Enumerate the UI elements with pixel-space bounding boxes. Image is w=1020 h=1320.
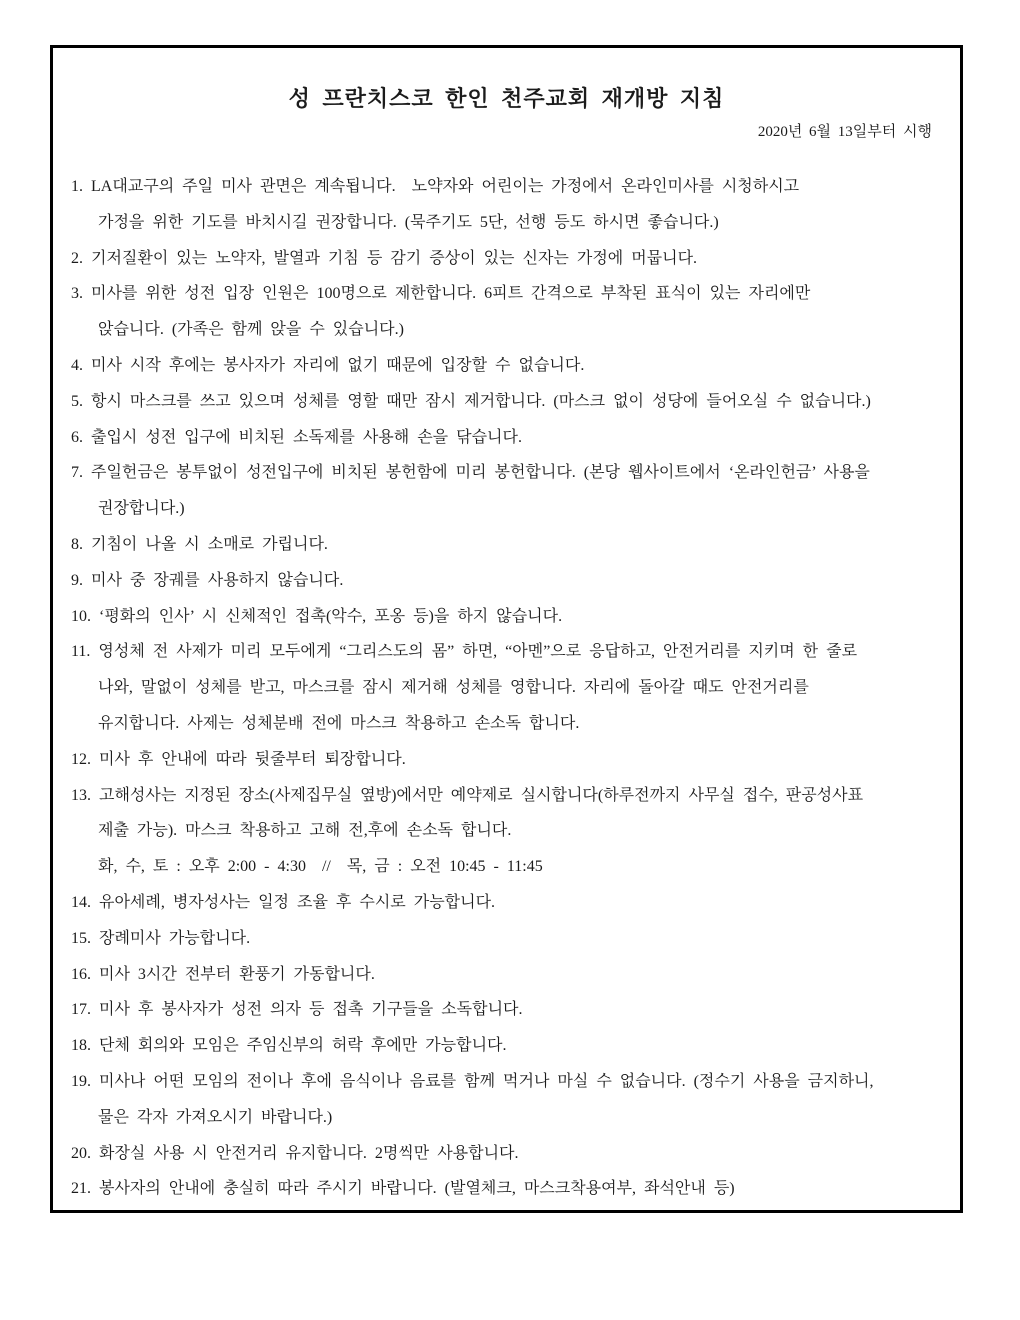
guideline-list (71, 169, 942, 1207)
item-continuation-line: 가정을 위한 기도를 바치시길 권장합니다. (묵주기도 5단, 선행 등도 하시면 좋습니다.) (98, 213, 719, 231)
list-item (71, 1171, 942, 1207)
item-first-line: 10. ‘평화의 인사’ 시 신체적인 접촉(악수, 포옹 등)을 하지 않습니다. (71, 607, 563, 625)
item-first-line: 2. 기저질환이 있는 노약자, 발열과 기침 등 감기 증상이 있는 신자는 가정에 머뭅니다. (71, 249, 698, 267)
item-first-line: 16. 미사 3시간 전부터 환풍기 가동합니다. (71, 965, 375, 983)
item-first-line: 3. 미사를 위한 성전 입장 인원은 100명으로 제한합니다. 6피트 간격으로 부착된 표식이 있는 자리에만 (71, 285, 811, 303)
item-continuation-line: 나와, 말없이 성체를 받고, 마스크를 잠시 제거해 성체를 영합니다. 자리에 돌아갈 때도 안전거리를 (98, 679, 809, 697)
item-continuation-line: 유지합니다. 사제는 성체분배 전에 마스크 착용하고 손소독 합니다. (98, 714, 580, 732)
list-item (71, 455, 942, 527)
list-item (71, 634, 942, 741)
item-first-line: 21. 봉사자의 안내에 충실히 따라 주시기 바랍니다. (발열체크, 마스크착용여부, 좌석안내 등) (71, 1180, 735, 1198)
list-item (71, 957, 942, 993)
list-item (71, 241, 942, 277)
list-item (71, 885, 942, 921)
item-first-line: 7. 주일헌금은 봉투없이 성전입구에 비치된 봉헌함에 미리 봉헌합니다. (본당 웹사이트에서 ‘온라인헌금’ 사용을 (71, 464, 870, 482)
item-first-line: 12. 미사 후 안내에 따라 뒷줄부터 퇴장합니다. (71, 750, 406, 768)
item-first-line: 6. 출입시 성전 입구에 비치된 소독제를 사용해 손을 닦습니다. (71, 428, 522, 446)
item-first-line: 14. 유아세례, 병자성사는 일정 조율 후 수시로 가능합니다. (71, 893, 496, 911)
list-item (71, 384, 942, 420)
item-first-line: 11. 영성체 전 사제가 미리 모두에게 “그리스도의 몸” 하면, “아멘”으로 응답하고, 안전거리를 지키며 한 줄로 (71, 643, 858, 661)
list-item (71, 420, 942, 456)
list-item (71, 742, 942, 778)
list-item (71, 1064, 942, 1136)
list-item (71, 563, 942, 599)
list-item (71, 1136, 942, 1172)
item-continuation-line: 화, 수, 토 : 오후 2:00 - 4:30 // 목, 금 : 오전 10:45 - 11:45 (98, 858, 543, 876)
list-item (71, 599, 942, 635)
item-first-line: 18. 단체 회의와 모임은 주임신부의 허락 후에만 가능합니다. (71, 1037, 507, 1055)
item-first-line: 1. LA대교구의 주일 미사 관면은 계속됩니다. 노약자와 어린이는 가정에서 온라인미사를 시청하시고 (71, 178, 800, 195)
page-title: 성 프란치스코 한인 천주교회 재개방 지침 (288, 86, 725, 111)
effective-date: 2020년 6월 13일부터 시행 (757, 124, 932, 140)
list-item (71, 921, 942, 957)
list-item (71, 1028, 942, 1064)
list-item (71, 527, 942, 563)
list-item (71, 778, 942, 885)
document-page (50, 45, 963, 1213)
item-continuation-line: 물은 각자 가져오시기 바랍니다.) (98, 1108, 333, 1126)
item-first-line: 15. 장례미사 가능합니다. (71, 929, 251, 947)
list-item (71, 992, 942, 1028)
item-first-line: 4. 미사 시작 후에는 봉사자가 자리에 없기 때문에 입장할 수 없습니다. (71, 356, 585, 374)
item-continuation-line: 권장합니다.) (98, 500, 185, 518)
item-first-line: 13. 고해성사는 지정된 장소(사제집무실 옆방)에서만 예약제로 실시합니다(하루전까지 사무실 접수, 판공성사표 (71, 786, 864, 804)
item-first-line: 8. 기침이 나올 시 소매로 가립니다. (71, 535, 328, 553)
item-first-line: 20. 화장실 사용 시 안전거리 유지합니다. 2명씩만 사용합니다. (71, 1144, 519, 1162)
list-item (71, 348, 942, 384)
list-item (71, 169, 942, 241)
item-continuation-line: 제출 가능). 마스크 착용하고 고해 전,후에 손소독 합니다. (98, 822, 512, 840)
item-first-line: 19. 미사나 어떤 모임의 전이나 후에 음식이나 음료를 함께 먹거나 마실 수 없습니다. (정수기 사용을 금지하니, (71, 1072, 874, 1090)
item-first-line: 9. 미사 중 장궤를 사용하지 않습니다. (71, 571, 344, 589)
item-first-line: 5. 항시 마스크를 쓰고 있으며 성체를 영할 때만 잠시 제거합니다. (마스크 없이 성당에 들어오실 수 없습니다.) (71, 392, 871, 410)
item-continuation-line: 앉습니다. (가족은 함께 앉을 수 있습니다.) (98, 321, 404, 339)
item-first-line: 17. 미사 후 봉사자가 성전 의자 등 접촉 기구들을 소독합니다. (71, 1001, 523, 1019)
list-item (71, 276, 942, 348)
